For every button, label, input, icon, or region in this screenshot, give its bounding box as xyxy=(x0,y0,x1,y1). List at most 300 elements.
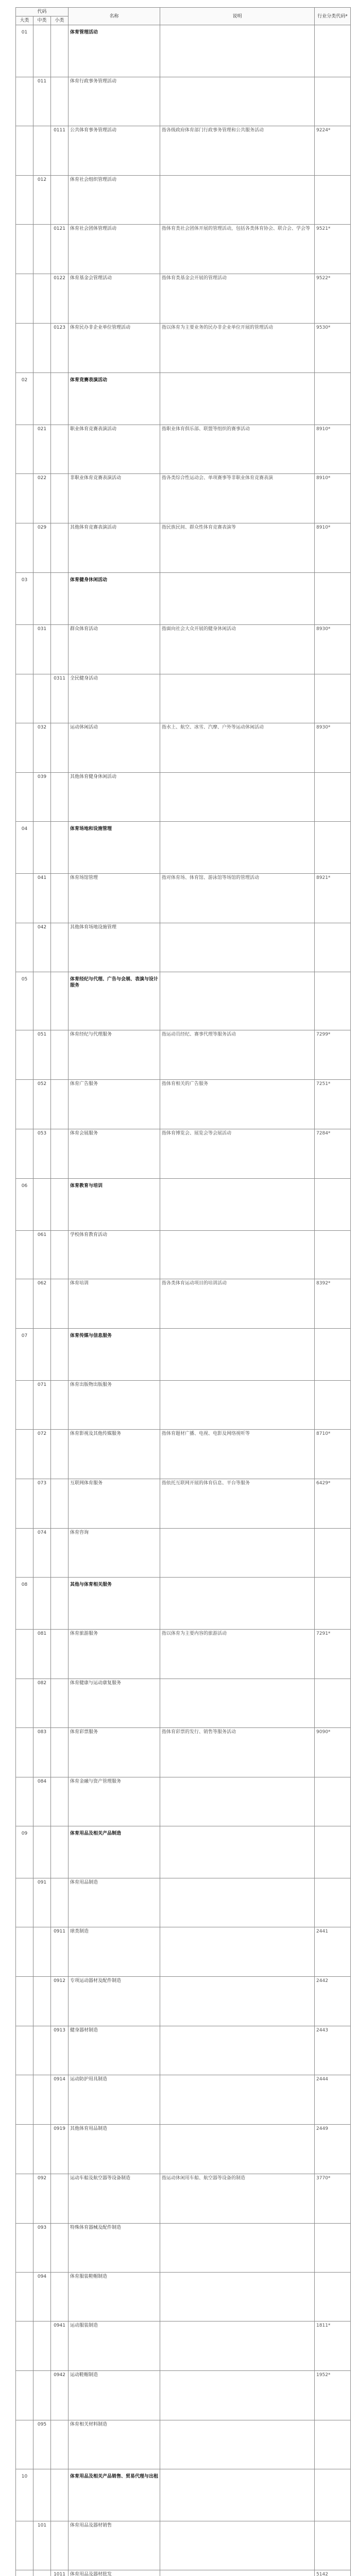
category-name: 其他体育用品制造 xyxy=(69,2125,160,2174)
category-description xyxy=(160,2521,315,2570)
empty-code-cell xyxy=(51,1430,69,1479)
empty-code-cell xyxy=(33,2026,51,2075)
empty-code-cell xyxy=(16,1878,33,1927)
industry-code: 1811* xyxy=(315,2321,351,2371)
empty-code-cell xyxy=(51,1826,69,1878)
empty-code-cell xyxy=(16,923,33,972)
middle-code: 022 xyxy=(33,474,51,523)
major-code: 03 xyxy=(16,573,33,625)
empty-code-cell xyxy=(16,1529,33,1578)
category-description xyxy=(160,1178,315,1230)
empty-code-cell xyxy=(51,1777,69,1826)
empty-code-cell xyxy=(16,474,33,523)
empty-code-cell xyxy=(16,1230,33,1279)
empty-code-cell xyxy=(51,2174,69,2224)
industry-code xyxy=(315,1230,351,1279)
industry-code: 9530* xyxy=(315,323,351,372)
header-row-1 xyxy=(16,8,351,16)
empty-code-cell xyxy=(51,1178,69,1230)
middle-code: 074 xyxy=(33,1529,51,1578)
table-row xyxy=(16,1329,351,1381)
major-code: 01 xyxy=(16,25,33,77)
category-name: 体育管理活动 xyxy=(69,25,160,77)
table-row xyxy=(16,1479,351,1529)
category-description xyxy=(160,2469,315,2521)
category-description xyxy=(160,25,315,77)
empty-code-cell xyxy=(33,1578,51,1630)
empty-code-cell xyxy=(33,372,51,425)
industry-code: 2449 xyxy=(315,2125,351,2174)
minor-code: 0122 xyxy=(51,274,69,323)
table-row xyxy=(16,1927,351,1976)
empty-code-cell xyxy=(16,1777,33,1826)
category-name: 体育竞赛表演活动 xyxy=(69,372,160,425)
table-row xyxy=(16,2420,351,2469)
table-row xyxy=(16,224,351,274)
category-description xyxy=(160,1777,315,1826)
table-row xyxy=(16,723,351,773)
major-code: 02 xyxy=(16,372,33,425)
minor-code: 0911 xyxy=(51,1927,69,1976)
empty-code-cell xyxy=(16,175,33,224)
category-name: 其他体育场地设施管理 xyxy=(69,923,160,972)
middle-code: 021 xyxy=(33,425,51,474)
industry-code: 8910* xyxy=(315,474,351,523)
empty-code-cell xyxy=(16,2026,33,2075)
empty-code-cell xyxy=(16,1030,33,1079)
industry-code: 8921* xyxy=(315,873,351,923)
empty-code-cell xyxy=(33,323,51,372)
minor-code: 1011 xyxy=(51,2570,69,2576)
category-description: 指体育博览会、展览会等会展活动 xyxy=(160,1129,315,1178)
empty-code-cell xyxy=(33,224,51,274)
empty-code-cell xyxy=(51,625,69,674)
industry-code xyxy=(315,1578,351,1630)
industry-code: 2442 xyxy=(315,1976,351,2026)
category-name: 体育场地和设施管理 xyxy=(69,822,160,874)
table-row xyxy=(16,2371,351,2420)
empty-code-cell xyxy=(51,1679,69,1727)
category-name: 体育用品制造 xyxy=(69,1878,160,1927)
empty-code-cell xyxy=(33,2371,51,2420)
category-name: 体育金融与资产管理服务 xyxy=(69,1777,160,1826)
major-code: 06 xyxy=(16,1178,33,1230)
category-description xyxy=(160,1329,315,1381)
minor-code: 0912 xyxy=(51,1976,69,2026)
category-description xyxy=(160,2570,315,2576)
category-description xyxy=(160,372,315,425)
empty-code-cell xyxy=(51,2273,69,2321)
middle-code: 071 xyxy=(33,1381,51,1430)
table-row xyxy=(16,2174,351,2224)
industry-code: 3770* xyxy=(315,2174,351,2224)
industry-code: 8392* xyxy=(315,1279,351,1329)
category-name: 体育咨询 xyxy=(69,1529,160,1578)
empty-code-cell xyxy=(16,274,33,323)
empty-code-cell xyxy=(51,1529,69,1578)
empty-code-cell xyxy=(33,1976,51,2026)
minor-code: 0913 xyxy=(51,2026,69,2075)
category-description xyxy=(160,2075,315,2125)
header-major: 大类 xyxy=(16,16,33,25)
empty-code-cell xyxy=(33,1329,51,1381)
table-row xyxy=(16,1727,351,1777)
major-code: 10 xyxy=(16,2469,33,2521)
empty-code-cell xyxy=(16,1430,33,1479)
category-description: 指面向社会大众开展的健身休闲活动 xyxy=(160,625,315,674)
category-description xyxy=(160,1230,315,1279)
table-row xyxy=(16,1878,351,1927)
industry-code xyxy=(315,923,351,972)
table-row xyxy=(16,1976,351,2026)
category-description: 指各类综合性运动会、单项赛事等非职业体育竞赛表演 xyxy=(160,474,315,523)
empty-code-cell xyxy=(51,1630,69,1679)
header-industry-code: 行业分类代码* xyxy=(315,8,351,25)
category-description: 指体育类基金会开展的管理活动 xyxy=(160,274,315,323)
category-description: 指运动休闲用车船、航空器等设备的制造 xyxy=(160,2174,315,2224)
empty-code-cell xyxy=(16,2174,33,2224)
industry-code xyxy=(315,773,351,822)
document-page xyxy=(15,7,350,2576)
empty-code-cell xyxy=(51,1479,69,1529)
category-description xyxy=(160,175,315,224)
middle-code: 084 xyxy=(33,1777,51,1826)
empty-code-cell xyxy=(16,523,33,573)
industry-code xyxy=(315,2469,351,2521)
industry-code xyxy=(315,2224,351,2273)
industry-code: 8930* xyxy=(315,723,351,773)
empty-code-cell xyxy=(51,25,69,77)
table-row xyxy=(16,2125,351,2174)
empty-code-cell xyxy=(16,2321,33,2371)
empty-code-cell xyxy=(51,523,69,573)
empty-code-cell xyxy=(16,1079,33,1129)
empty-code-cell xyxy=(16,1630,33,1679)
empty-code-cell xyxy=(51,822,69,874)
header-name: 名称 xyxy=(69,8,160,25)
category-description: 指各类体育运动项目的培训活动 xyxy=(160,1279,315,1329)
category-name: 体育基金会管理活动 xyxy=(69,274,160,323)
category-name: 其他与体育相关服务 xyxy=(69,1578,160,1630)
minor-code: 0919 xyxy=(51,2125,69,2174)
middle-code: 031 xyxy=(33,625,51,674)
middle-code: 093 xyxy=(33,2224,51,2273)
middle-code: 082 xyxy=(33,1679,51,1727)
empty-code-cell xyxy=(51,1727,69,1777)
empty-code-cell xyxy=(51,372,69,425)
middle-code: 094 xyxy=(33,2273,51,2321)
empty-code-cell xyxy=(51,723,69,773)
table-row xyxy=(16,2075,351,2125)
table-row xyxy=(16,2469,351,2521)
empty-code-cell xyxy=(51,1030,69,1079)
industry-code xyxy=(315,822,351,874)
category-description xyxy=(160,1529,315,1578)
empty-code-cell xyxy=(51,1381,69,1430)
empty-code-cell xyxy=(33,274,51,323)
table-row xyxy=(16,1679,351,1727)
middle-code: 092 xyxy=(33,2174,51,2224)
middle-code: 012 xyxy=(33,175,51,224)
category-description xyxy=(160,1878,315,1927)
category-description xyxy=(160,1679,315,1727)
industry-code xyxy=(315,77,351,126)
industry-code: 2441 xyxy=(315,1927,351,1976)
industry-code: 9090* xyxy=(315,1727,351,1777)
industry-code xyxy=(315,2420,351,2469)
empty-code-cell xyxy=(51,2521,69,2570)
category-name: 体育广告服务 xyxy=(69,1079,160,1129)
empty-code-cell xyxy=(33,2321,51,2371)
empty-code-cell xyxy=(16,2273,33,2321)
empty-code-cell xyxy=(33,1178,51,1230)
industry-code: 8910* xyxy=(315,425,351,474)
industry-code xyxy=(315,175,351,224)
category-description xyxy=(160,1976,315,2026)
table-row xyxy=(16,25,351,77)
category-name: 体育经纪与代理服务 xyxy=(69,1030,160,1079)
category-name: 体育健身休闲活动 xyxy=(69,573,160,625)
middle-code: 062 xyxy=(33,1279,51,1329)
empty-code-cell xyxy=(33,2469,51,2521)
category-name: 体育培训 xyxy=(69,1279,160,1329)
industry-code xyxy=(315,25,351,77)
industry-code: 9521* xyxy=(315,224,351,274)
category-name: 体育相关材料制造 xyxy=(69,2420,160,2469)
category-name: 体育出版物出版服务 xyxy=(69,1381,160,1430)
empty-code-cell xyxy=(16,2570,33,2576)
empty-code-cell xyxy=(16,723,33,773)
table-row xyxy=(16,2273,351,2321)
empty-code-cell xyxy=(16,1927,33,1976)
major-code: 09 xyxy=(16,1826,33,1878)
table-row xyxy=(16,2570,351,2576)
middle-code: 039 xyxy=(33,773,51,822)
category-name: 体育会展服务 xyxy=(69,1129,160,1178)
table-row xyxy=(16,1381,351,1430)
table-row xyxy=(16,1826,351,1878)
table-row xyxy=(16,474,351,523)
category-name: 体育用品及相关产品销售、贸易代理与出租 xyxy=(69,2469,160,2521)
minor-code: 0123 xyxy=(51,323,69,372)
industry-code: 1952* xyxy=(315,2371,351,2420)
empty-code-cell xyxy=(51,2469,69,2521)
middle-code: 061 xyxy=(33,1230,51,1279)
category-description xyxy=(160,2273,315,2321)
category-description xyxy=(160,77,315,126)
category-name: 其他体育竞赛表演活动 xyxy=(69,523,160,573)
category-name: 运动休闲活动 xyxy=(69,723,160,773)
table-row xyxy=(16,2521,351,2570)
middle-code: 101 xyxy=(33,2521,51,2570)
empty-code-cell xyxy=(16,77,33,126)
category-name: 体育旅游服务 xyxy=(69,1630,160,1679)
category-description: 指体育题材广播、电视、电影及网络视听等 xyxy=(160,1430,315,1479)
empty-code-cell xyxy=(51,175,69,224)
category-description: 指职业体育俱乐部、联盟等组织的赛事活动 xyxy=(160,425,315,474)
table-row xyxy=(16,1578,351,1630)
empty-code-cell xyxy=(33,2125,51,2174)
middle-code: 011 xyxy=(33,77,51,126)
empty-code-cell xyxy=(16,2420,33,2469)
empty-code-cell xyxy=(16,2075,33,2125)
category-description xyxy=(160,2224,315,2273)
category-description: 指水上、航空、冰雪、汽摩、户外等运动休闲活动 xyxy=(160,723,315,773)
header-code: 代码 xyxy=(16,8,69,16)
category-name: 体育民办非企业单位管理活动 xyxy=(69,323,160,372)
empty-code-cell xyxy=(51,1129,69,1178)
empty-code-cell xyxy=(33,573,51,625)
category-name: 体育用品及相关产品制造 xyxy=(69,1826,160,1878)
middle-code: 041 xyxy=(33,873,51,923)
table-row xyxy=(16,372,351,425)
table-row xyxy=(16,2224,351,2273)
table-row xyxy=(16,323,351,372)
industry-code xyxy=(315,1777,351,1826)
header-minor: 小类 xyxy=(51,16,69,25)
classification-table xyxy=(15,7,351,2576)
industry-code: 5142 xyxy=(315,2570,351,2576)
empty-code-cell xyxy=(16,773,33,822)
category-name: 运动防护用具制造 xyxy=(69,2075,160,2125)
category-description xyxy=(160,822,315,874)
empty-code-cell xyxy=(16,625,33,674)
category-name: 体育场馆管理 xyxy=(69,873,160,923)
empty-code-cell xyxy=(16,2125,33,2174)
middle-code: 052 xyxy=(33,1079,51,1129)
table-row xyxy=(16,674,351,723)
category-name: 运动服装制造 xyxy=(69,2321,160,2371)
table-row xyxy=(16,573,351,625)
category-name: 专项运动器材及配件制造 xyxy=(69,1976,160,2026)
empty-code-cell xyxy=(51,1230,69,1279)
table-row xyxy=(16,822,351,874)
category-name: 体育传媒与信息服务 xyxy=(69,1329,160,1381)
industry-code xyxy=(315,2521,351,2570)
empty-code-cell xyxy=(33,2570,51,2576)
empty-code-cell xyxy=(16,1279,33,1329)
empty-code-cell xyxy=(16,873,33,923)
table-row xyxy=(16,523,351,573)
industry-code xyxy=(315,674,351,723)
category-description xyxy=(160,2321,315,2371)
category-name: 体育服装鞋帽制造 xyxy=(69,2273,160,2321)
empty-code-cell xyxy=(16,1679,33,1727)
category-description xyxy=(160,773,315,822)
middle-code: 095 xyxy=(33,2420,51,2469)
industry-code: 2443 xyxy=(315,2026,351,2075)
empty-code-cell xyxy=(51,1578,69,1630)
industry-code: 7291* xyxy=(315,1630,351,1679)
category-name: 体育社会组织管理活动 xyxy=(69,175,160,224)
empty-code-cell xyxy=(51,923,69,972)
header-desc: 说明 xyxy=(160,8,315,25)
category-description xyxy=(160,573,315,625)
empty-code-cell xyxy=(33,822,51,874)
industry-code: 7251* xyxy=(315,1079,351,1129)
table-row xyxy=(16,77,351,126)
category-name: 健身器材制造 xyxy=(69,2026,160,2075)
empty-code-cell xyxy=(16,1479,33,1529)
table-row xyxy=(16,274,351,323)
industry-code: 8930* xyxy=(315,625,351,674)
table-row xyxy=(16,126,351,175)
category-description: 指运动员经纪、赛事代理等服务活动 xyxy=(160,1030,315,1079)
table-row xyxy=(16,425,351,474)
industry-code xyxy=(315,1329,351,1381)
empty-code-cell xyxy=(51,77,69,126)
category-description xyxy=(160,2026,315,2075)
industry-code: 7299* xyxy=(315,1030,351,1079)
empty-code-cell xyxy=(51,2420,69,2469)
empty-code-cell xyxy=(51,1878,69,1927)
empty-code-cell xyxy=(51,474,69,523)
empty-code-cell xyxy=(16,2521,33,2570)
table-row xyxy=(16,1230,351,1279)
major-code: 07 xyxy=(16,1329,33,1381)
middle-code: 053 xyxy=(33,1129,51,1178)
category-description: 指以体育为主要业务的民办非企业单位开展的管理活动 xyxy=(160,323,315,372)
category-name: 全民健身活动 xyxy=(69,674,160,723)
category-name: 运动车船及航空器等设备制造 xyxy=(69,2174,160,2224)
minor-code: 0311 xyxy=(51,674,69,723)
table-row xyxy=(16,972,351,1030)
table-row xyxy=(16,873,351,923)
table-row xyxy=(16,1178,351,1230)
empty-code-cell xyxy=(16,674,33,723)
empty-code-cell xyxy=(51,873,69,923)
category-name: 球类制造 xyxy=(69,1927,160,1976)
category-name: 体育社会团体管理活动 xyxy=(69,224,160,274)
middle-code: 083 xyxy=(33,1727,51,1777)
table-row xyxy=(16,1777,351,1826)
minor-code: 0942 xyxy=(51,2371,69,2420)
middle-code: 073 xyxy=(33,1479,51,1529)
table-row xyxy=(16,923,351,972)
category-name: 体育行政事务管理活动 xyxy=(69,77,160,126)
category-name: 其他体育健身休闲活动 xyxy=(69,773,160,822)
empty-code-cell xyxy=(51,2224,69,2273)
empty-code-cell xyxy=(51,573,69,625)
empty-code-cell xyxy=(33,1826,51,1878)
table-body xyxy=(16,25,351,2576)
category-description xyxy=(160,2420,315,2469)
category-name: 体育教育与培训 xyxy=(69,1178,160,1230)
empty-code-cell xyxy=(16,224,33,274)
middle-code: 029 xyxy=(33,523,51,573)
industry-code: 9522* xyxy=(315,274,351,323)
industry-code xyxy=(315,573,351,625)
category-name: 体育健康与运动康复服务 xyxy=(69,1679,160,1727)
industry-code: 2444 xyxy=(315,2075,351,2125)
empty-code-cell xyxy=(51,773,69,822)
category-description: 指各级政府体育部门行政事务管理和公共服务活动 xyxy=(160,126,315,175)
table-row xyxy=(16,175,351,224)
category-name: 体育彩票服务 xyxy=(69,1727,160,1777)
category-description: 指体育类社会团体开展的管理活动，包括各类体育协会、联合会、学会等 xyxy=(160,224,315,274)
empty-code-cell xyxy=(33,25,51,77)
category-description xyxy=(160,1927,315,1976)
middle-code: 081 xyxy=(33,1630,51,1679)
category-description xyxy=(160,972,315,1030)
category-name: 学校体育教育活动 xyxy=(69,1230,160,1279)
empty-code-cell xyxy=(16,2224,33,2273)
empty-code-cell xyxy=(16,1976,33,2026)
middle-code: 051 xyxy=(33,1030,51,1079)
category-description: 指体育彩票的发行、销售等服务活动 xyxy=(160,1727,315,1777)
table-row xyxy=(16,1529,351,1578)
industry-code xyxy=(315,972,351,1030)
